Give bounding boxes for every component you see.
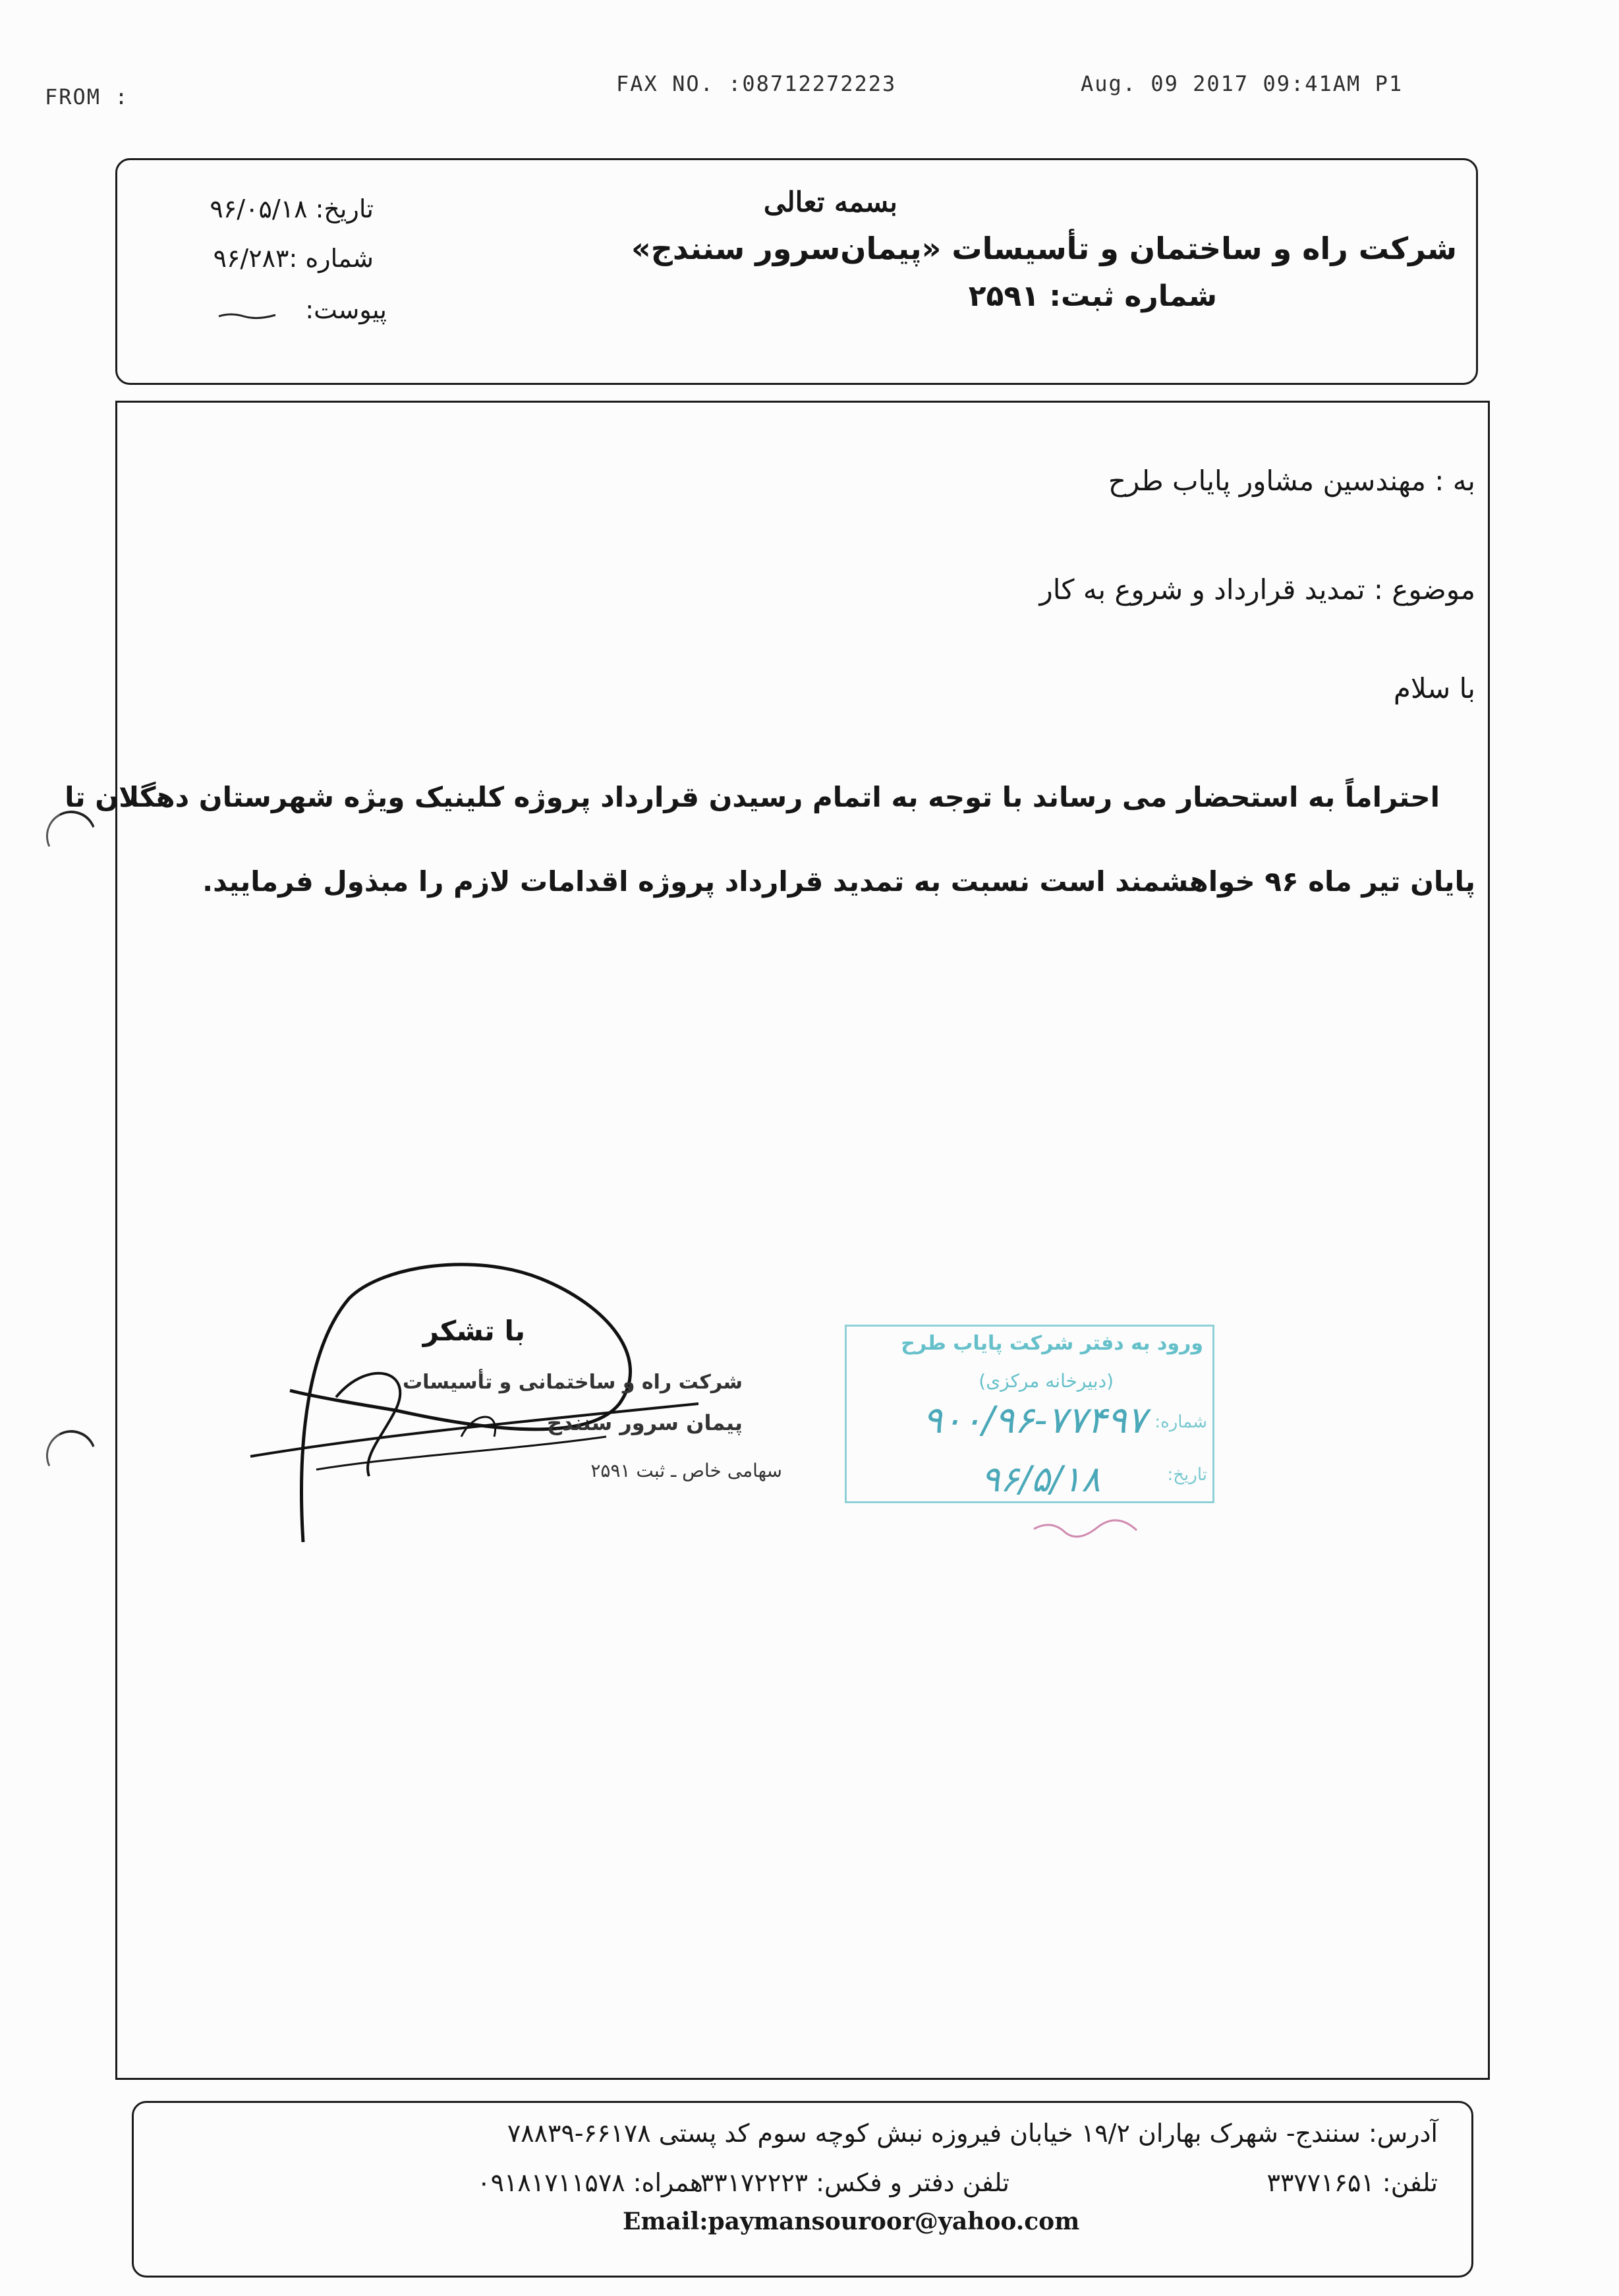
punch-hole-mark bbox=[39, 1423, 103, 1487]
recipient-line: به : مهندسین مشاور پایاب طرح bbox=[1108, 465, 1475, 497]
footer-email: Email:paymansouroor@yahoo.com bbox=[623, 2208, 1080, 2235]
company-name: شرکت راه و ساختمان و تأسیسات «پیمان‌سرور سنندج» bbox=[631, 231, 1457, 266]
attachment-dash-mark bbox=[217, 311, 277, 320]
thanks-closing: با تشکر bbox=[422, 1315, 525, 1347]
attachment-label: پیوست: bbox=[305, 295, 387, 324]
stamp-subtitle: (دبیرخانه مرکزی) bbox=[979, 1370, 1114, 1392]
footer-phone: تلفن: ۳۳۷۷۱۶۵۱ bbox=[1266, 2168, 1438, 2197]
fax-number: FAX NO. :08712272223 bbox=[616, 71, 897, 96]
letter-number: شماره :۹۶/۲۸۳ bbox=[213, 244, 374, 273]
company-seal-line-2: پیمان سرور سنندج bbox=[547, 1410, 743, 1435]
footer-mobile: همراه: ۰۹۱۸۱۷۱۱۵۷۸ bbox=[477, 2168, 703, 2197]
subject-line: موضوع : تمدید قرارداد و شروع به کار bbox=[1039, 573, 1475, 606]
footer-office-fax: تلفن دفتر و فکس: ۳۳۱۷۲۲۲۳ bbox=[700, 2168, 1009, 2197]
greeting-line: با سلام bbox=[1393, 672, 1475, 704]
stamp-number-label: شماره: bbox=[1154, 1412, 1207, 1432]
letter-date: تاریخ: ۹۶/۰۵/۱۸ bbox=[210, 194, 374, 223]
receipt-stamp bbox=[845, 1325, 1214, 1503]
company-seal-line-3: سهامی خاص ـ ثبت ۲۵۹۱ bbox=[590, 1460, 782, 1481]
stamp-number-value: ۹۰۰/۹۶-۷۷۴۹۷ bbox=[923, 1399, 1147, 1442]
company-seal-line-1: شرکت راه و ساختمانی و تأسیسات bbox=[403, 1371, 743, 1394]
footer-address: آدرس: سنندج- شهرک بهاران ۱۹/۲ خیابان فیروزه نبش کوچه سوم کد پستی ۶۶۱۷۸-۷۸۸۳۹ bbox=[507, 2119, 1438, 2148]
bismillah-heading: بسمه تعالی bbox=[763, 186, 897, 218]
fax-timestamp: Aug. 09 2017 09:41AM P1 bbox=[1081, 71, 1404, 96]
stamp-date-value: ۹۶/۵/۱۸ bbox=[980, 1458, 1100, 1500]
body-paragraph-line-1: احتراماً به استحضار می رساند با توجه به اتمام رسیدن قرارداد پروژه کلینیک ویژه شهرستان دهگلان تا bbox=[65, 781, 1440, 813]
registration-number: شماره ثبت: ۲۵۹۱ bbox=[968, 279, 1217, 313]
stamp-date-label: تاریخ: bbox=[1167, 1465, 1207, 1485]
pink-scribble-mark bbox=[1031, 1516, 1163, 1542]
body-paragraph-line-2: پایان تیر ماه ۹۶ خواهشمند است نسبت به تمدید قرارداد پروژه اقدامات لازم را مبذول فرمایید. bbox=[202, 865, 1475, 898]
fax-from-label: FROM : bbox=[45, 84, 129, 109]
punch-hole-mark bbox=[39, 803, 103, 868]
handwritten-signature bbox=[198, 1239, 738, 1555]
stamp-title: ورود به دفتر شرکت پایاب طرح bbox=[901, 1332, 1203, 1355]
